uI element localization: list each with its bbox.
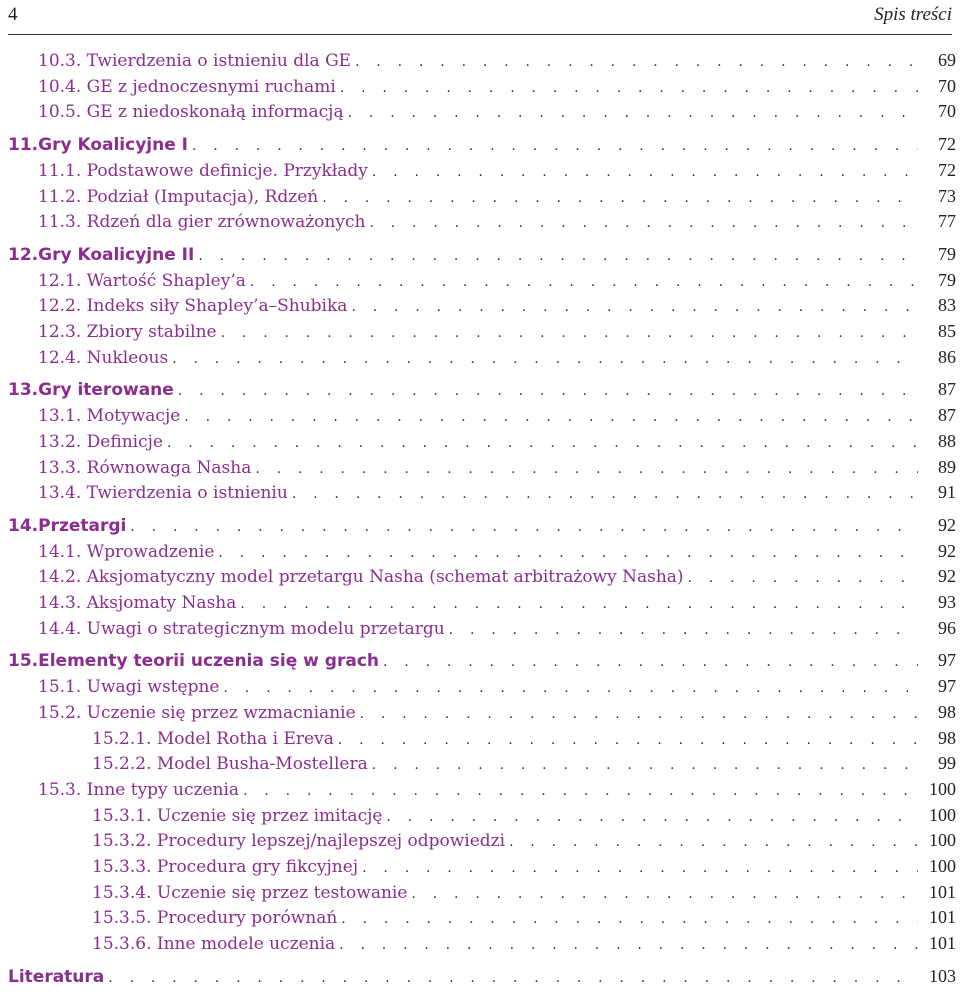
toc-page-number: 83	[938, 295, 956, 316]
running-title: Spis treści	[874, 4, 952, 25]
toc-section-entry[interactable]	[0, 753, 960, 777]
toc-section-entry[interactable]	[0, 566, 960, 590]
toc-page-number: 103	[929, 965, 956, 986]
toc-page-number: 87	[938, 405, 956, 426]
toc-page-number: 91	[938, 482, 956, 503]
toc-entry-link[interactable]: 12.4. Nukleous	[38, 347, 169, 368]
toc-entry-link[interactable]: 12.Gry Koalicyjne II	[8, 244, 195, 265]
toc-chapter-entry[interactable]	[0, 515, 960, 539]
toc-section-entry[interactable]	[0, 347, 960, 371]
toc-page-number: 98	[938, 727, 956, 748]
toc-page-number: 79	[938, 269, 956, 290]
dot-leader	[449, 622, 918, 638]
toc-entry-link[interactable]: 15.3.4. Uczenie się przez testowanie	[92, 882, 408, 903]
toc-page-number: 69	[938, 50, 956, 70]
dot-leader	[338, 732, 918, 748]
dot-leader	[322, 190, 918, 206]
toc-section-entry[interactable]	[0, 160, 960, 184]
dot-leader	[369, 215, 918, 231]
toc-page-number: 93	[938, 592, 956, 612]
dot-leader	[218, 545, 918, 561]
toc-page-number: 92	[938, 540, 956, 561]
dot-leader	[348, 105, 918, 121]
toc-page-number: 77	[938, 211, 956, 232]
toc-entry-link[interactable]: 10.4. GE z jednoczesnymi ruchami	[38, 76, 336, 97]
dot-leader	[192, 138, 918, 154]
toc-entry-link[interactable]: 11.Gry Koalicyjne I	[8, 135, 188, 156]
dot-leader	[240, 596, 918, 612]
toc-entry-link[interactable]: 13.Gry iterowane	[8, 380, 174, 401]
toc-page-number: 101	[929, 881, 956, 902]
toc-entry-link[interactable]: 14.4. Uwagi o strategicznym modelu przetargu	[38, 618, 445, 639]
toc-page-number: 70	[938, 101, 956, 122]
toc-section-entry[interactable]	[0, 618, 960, 642]
toc-page-number: 96	[938, 617, 956, 638]
toc-entry-link[interactable]: 11.1. Podstawowe definicje. Przykłady	[38, 160, 368, 181]
toc-entry-link[interactable]: 15.1. Uwagi wstępne	[38, 677, 220, 698]
toc-section-entry[interactable]	[0, 431, 960, 455]
dot-leader	[221, 325, 918, 341]
toc-section-entry[interactable]	[0, 211, 960, 235]
toc-section-entry[interactable]	[0, 76, 960, 100]
toc-entry-link[interactable]: 13.2. Definicje	[38, 431, 163, 452]
toc-entry-link[interactable]: 10.5. GE z niedoskonałą informacją	[38, 102, 344, 123]
dot-leader	[198, 248, 918, 264]
toc-section-entry[interactable]	[0, 676, 960, 700]
toc-entry-link[interactable]: 11.3. Rdzeń dla gier zrównoważonych	[38, 212, 366, 233]
toc-page-number: 100	[929, 856, 956, 876]
toc-page-number: 72	[938, 134, 956, 155]
toc-entry-link[interactable]: 15.3. Inne typy uczenia	[38, 779, 240, 800]
dot-leader	[372, 164, 918, 180]
toc-entry-link[interactable]: 15.2.1. Model Rotha i Ereva	[92, 728, 334, 749]
dot-leader	[255, 461, 918, 477]
dot-leader	[509, 834, 918, 850]
toc-section-entry[interactable]	[0, 907, 960, 931]
dot-leader	[688, 570, 918, 586]
toc-section-entry[interactable]	[0, 270, 960, 294]
toc-section-entry[interactable]	[0, 457, 960, 481]
toc-entry-link[interactable]: 15.2. Uczenie się przez wzmacnianie	[38, 702, 356, 723]
toc-entry-link[interactable]: 15.Elementy teorii uczenia się w grach	[8, 651, 379, 672]
toc-page-number: 70	[938, 75, 956, 96]
toc-entry-link[interactable]: 15.3.1. Uczenie się przez imitację	[92, 805, 383, 826]
dot-leader	[250, 274, 918, 290]
toc-section-entry[interactable]	[0, 702, 960, 726]
toc-section-entry[interactable]	[0, 856, 960, 880]
toc-entry-link[interactable]: 13.4. Twierdzenia o istnieniu	[38, 483, 288, 504]
toc-entry-link[interactable]: 13.1. Motywacje	[38, 406, 181, 427]
toc-entry-link[interactable]: 14.2. Aksjomatyczny model przetargu Nasha (schemat arbitrażowy Nasha)	[38, 567, 684, 588]
toc-entry-link[interactable]: 14.3. Aksjomaty Nasha	[38, 593, 237, 613]
toc-section-entry[interactable]	[0, 933, 960, 957]
toc-section-entry[interactable]	[0, 405, 960, 429]
toc-page-number: 92	[938, 514, 956, 535]
toc-page-number: 87	[938, 379, 956, 400]
toc-entry-link[interactable]: 15.2.2. Model Busha-Mostellera	[92, 754, 368, 775]
toc-page-number: 79	[938, 243, 956, 264]
toc-page-number: 100	[929, 778, 956, 799]
toc-entry-link[interactable]: Literatura	[8, 966, 105, 987]
toc-entry-link[interactable]: 10.3. Twierdzenia o istnieniu dla GE	[38, 51, 352, 71]
toc-section-entry[interactable]	[0, 592, 960, 616]
toc-page-number: 72	[938, 159, 956, 180]
dot-leader	[184, 409, 918, 425]
dot-leader	[340, 80, 918, 96]
dot-leader	[223, 680, 918, 696]
toc-section-entry[interactable]	[0, 779, 960, 803]
toc-entry-link[interactable]: 11.2. Podział (Imputacja), Rdzeń	[38, 186, 319, 207]
toc-page-number: 73	[938, 185, 956, 206]
toc-entry-link[interactable]: 12.2. Indeks siły Shapley’a–Shubika	[38, 296, 348, 317]
toc-entry-link[interactable]: 15.3.2. Procedury lepszej/najlepszej odpowiedzi	[92, 831, 506, 852]
toc-entry-link[interactable]: 15.3.5. Procedury porównań	[92, 908, 338, 929]
dot-leader	[167, 435, 918, 451]
toc-page-number: 100	[929, 830, 956, 851]
page-header	[8, 0, 952, 35]
toc-page-number: 98	[938, 701, 956, 722]
toc-chapter-entry[interactable]	[0, 966, 960, 990]
toc-section-entry[interactable]	[0, 830, 960, 854]
toc-entry-link[interactable]: 14.1. Wprowadzenie	[38, 541, 215, 562]
dot-leader	[178, 383, 918, 399]
toc-section-entry[interactable]	[0, 541, 960, 565]
toc-page-number: 86	[938, 346, 956, 367]
toc-entry-link[interactable]: 12.3. Zbiory stabilne	[38, 322, 217, 342]
toc-page-number: 89	[938, 456, 956, 477]
toc-entry-link[interactable]: 13.3. Równowaga Nasha	[38, 457, 252, 478]
dot-leader	[243, 783, 918, 799]
dot-leader	[341, 911, 918, 927]
dot-leader	[386, 809, 918, 825]
page-number: 4	[8, 4, 18, 25]
dot-leader	[108, 970, 918, 986]
toc-section-entry[interactable]	[0, 295, 960, 319]
toc-section-entry[interactable]	[0, 186, 960, 210]
toc-entry-link[interactable]: 14.Przetargi	[8, 515, 127, 536]
toc-entry-link[interactable]: 15.3.6. Inne modele uczenia	[92, 934, 336, 955]
toc-page-number: 92	[938, 566, 956, 587]
toc-section-entry[interactable]	[0, 50, 960, 74]
toc-entry-link[interactable]: 15.3.3. Procedura gry fikcyjnej	[92, 857, 359, 877]
dot-leader	[372, 757, 918, 773]
toc-section-entry[interactable]	[0, 482, 960, 506]
dot-leader	[383, 654, 918, 670]
toc-chapter-entry[interactable]	[0, 244, 960, 268]
dot-leader	[339, 937, 918, 953]
toc-section-entry[interactable]	[0, 101, 960, 125]
dot-leader	[172, 351, 918, 367]
toc-page-number: 99	[938, 753, 956, 774]
toc-section-entry[interactable]	[0, 321, 960, 345]
toc-chapter-entry[interactable]	[0, 379, 960, 403]
toc-page-number: 97	[938, 676, 956, 697]
toc-page-number: 100	[929, 804, 956, 825]
dot-leader	[355, 54, 918, 70]
dot-leader	[351, 299, 918, 315]
dot-leader	[362, 860, 918, 876]
toc-page-number: 85	[938, 321, 956, 341]
dot-leader	[292, 486, 918, 502]
dot-leader	[360, 706, 918, 722]
toc-section-entry[interactable]	[0, 728, 960, 752]
toc-page-number: 101	[929, 933, 956, 954]
toc-page-number: 101	[929, 907, 956, 928]
toc-page-number: 88	[938, 430, 956, 451]
toc-chapter-entry[interactable]	[0, 650, 960, 674]
toc-page-number: 97	[938, 650, 956, 671]
toc-entry-link[interactable]: 12.1. Wartość Shapley’a	[38, 270, 246, 291]
toc-chapter-entry[interactable]	[0, 134, 960, 158]
toc-section-entry[interactable]	[0, 882, 960, 906]
dot-leader	[411, 886, 918, 902]
toc-section-entry[interactable]	[0, 805, 960, 829]
dot-leader	[130, 519, 918, 535]
